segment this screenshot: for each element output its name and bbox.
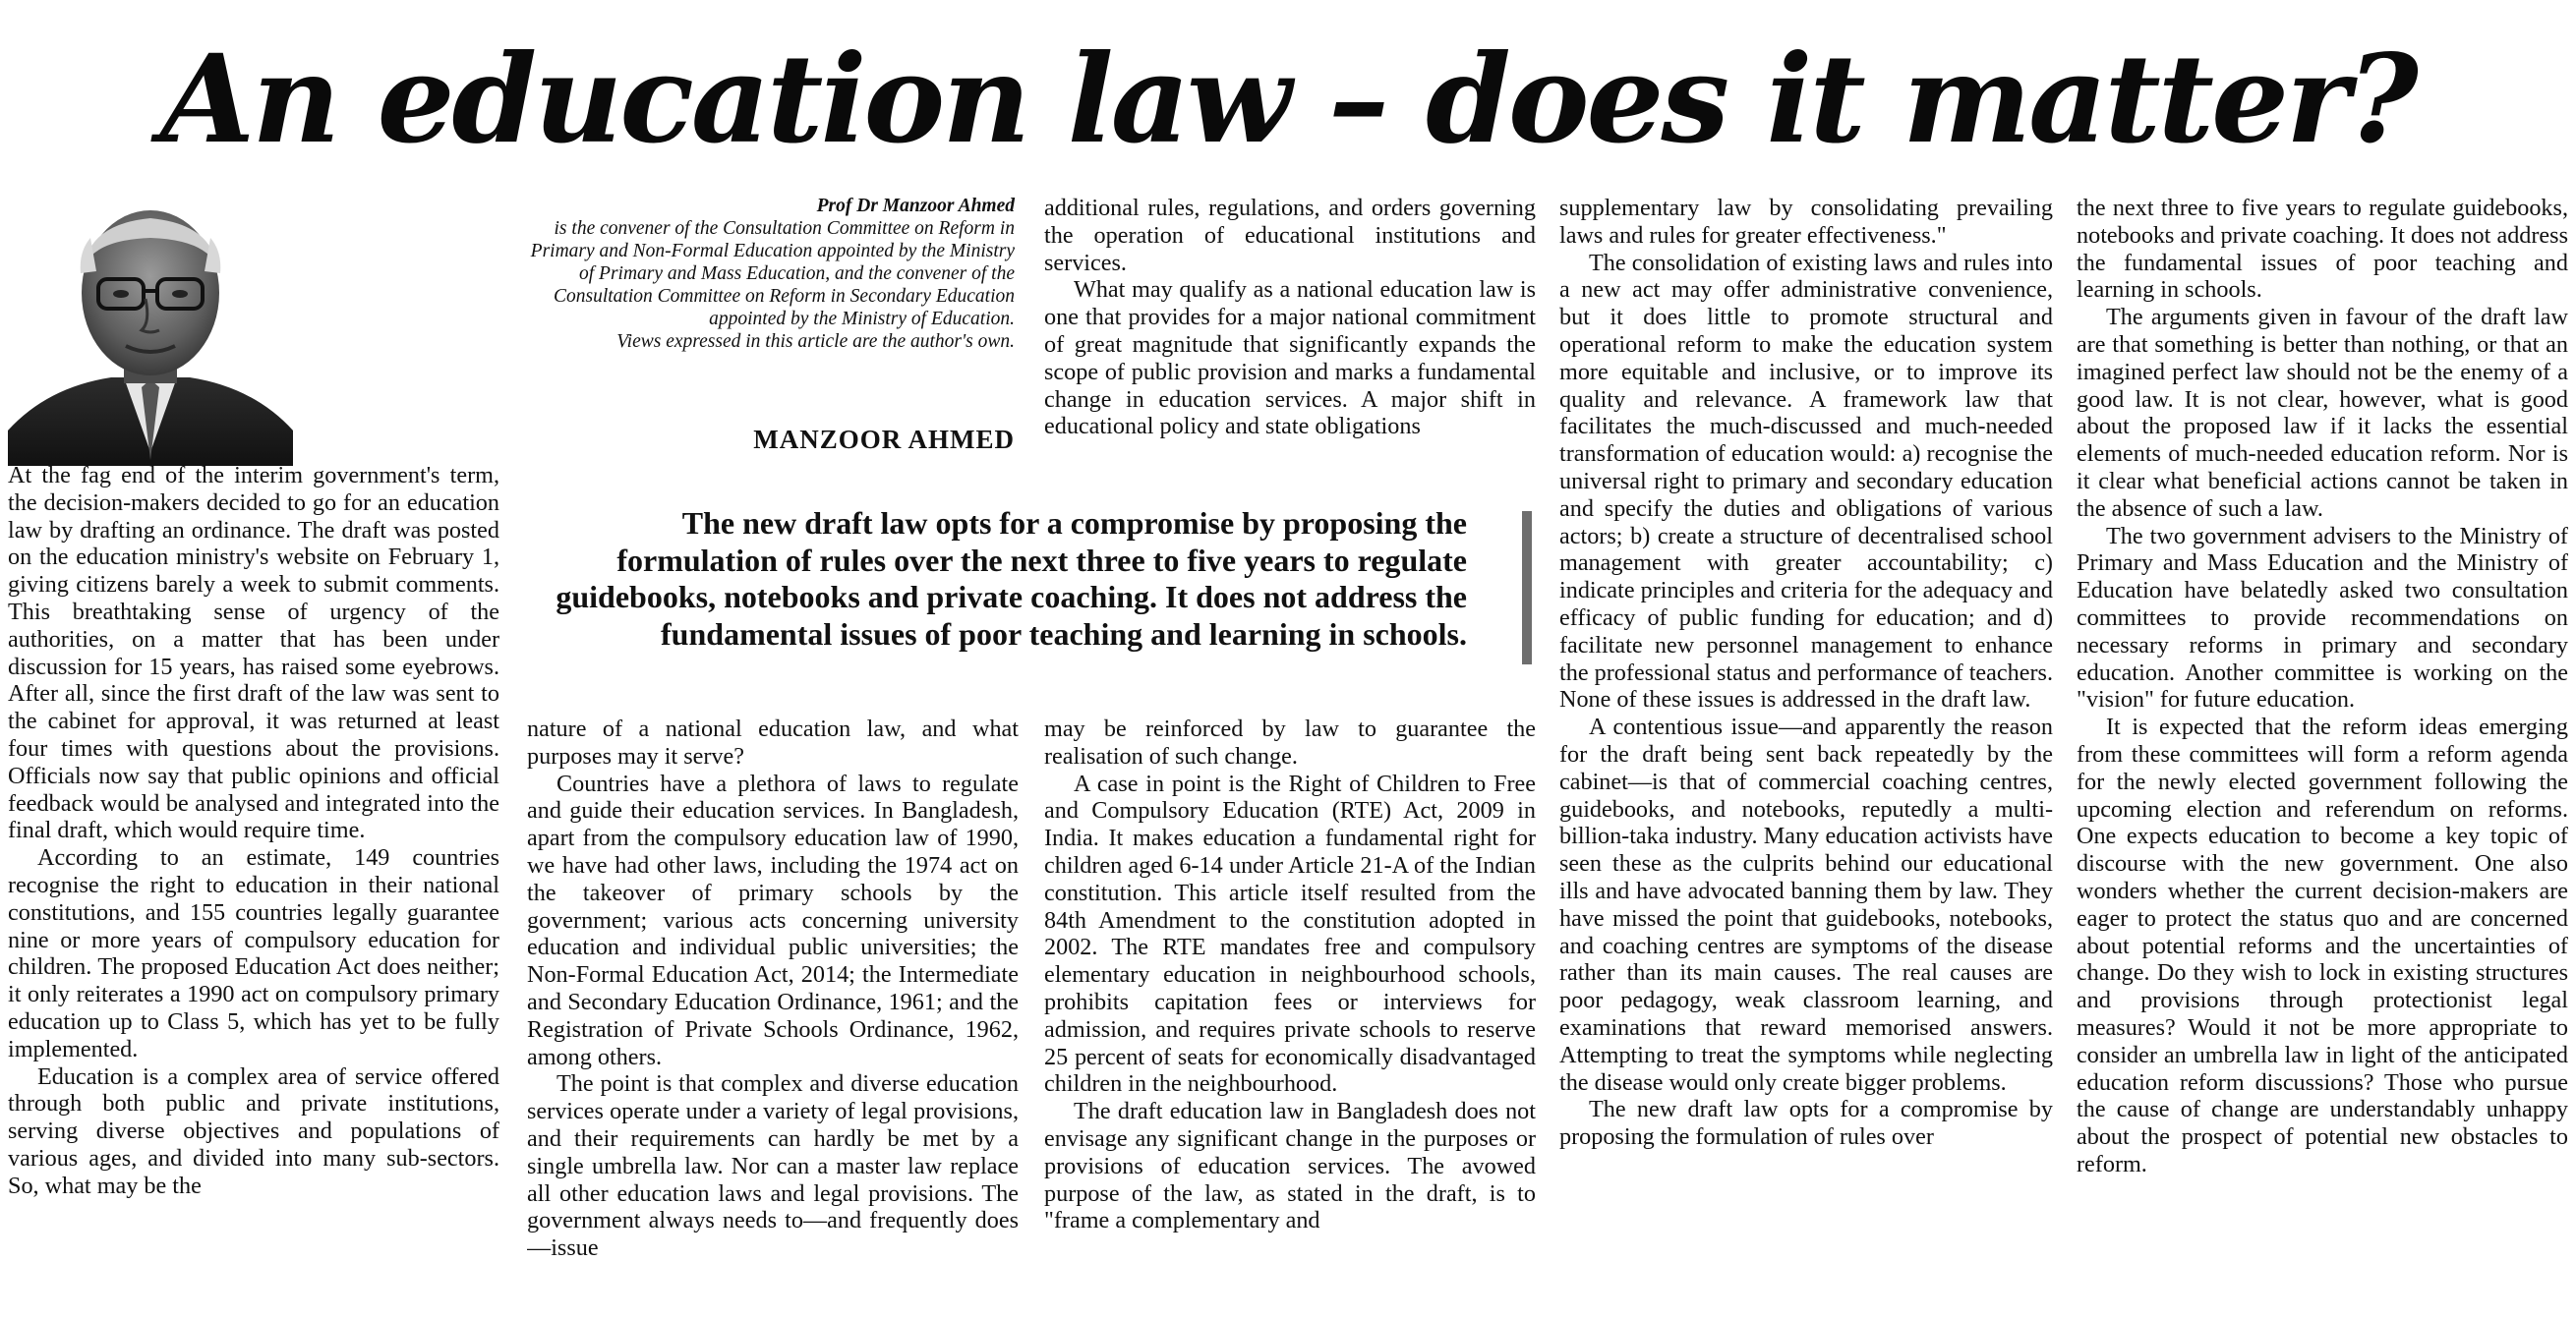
paragraph: A contentious issue—and apparently the reason for the draft being sent back repeatedly by the cabinet—is that of commercial coaching centres, guidebooks, and notebooks, reputedly a multi-billion-taka industry. Many education activists have seen these as the culprits behind our educational ills and have advocated banning them by law. They have missed the point that guidebooks, notebooks, and coaching centres are symptoms of the disease rather than its main causes. The real causes are poor pedagogy, weak classroom learning, and examinations that reward memorised answers. Attempting to treat the symptoms while neglecting the disease would only create bigger problems. xyxy=(1559,714,2053,1096)
column-4 xyxy=(1559,195,2053,1319)
author-name: Prof Dr Manzoor Ahmed xyxy=(816,196,1015,216)
paragraph: The two government advisers to the Ministry of Primary and Mass Education and the Ministry of Education have belatedly asked two consultation committees to provide recommendations on necessary reforms in primary and secondary education. Another committee is working on the "vision" for future education. xyxy=(2077,522,2568,714)
paragraph: may be reinforced by law to guarantee the realisation of such change. xyxy=(1044,716,1536,770)
author-bio xyxy=(511,195,1015,353)
paragraph: It is expected that the reform ideas emerging from these committees will form a reform agenda for the newly elected government following the upcoming election and referendum on reforms. One expects education to become a key topic of discourse with the new government. One also wonders whether the current decision-makers are eager to protect the status quo and are concerned about potential reforms and the uncertainties of change. Do they wish to lock in existing structures and provisions through protectionist legal measures? Would it not be more appropriate to consider an umbrella law in light of the anticipated education reform discussions? Those who pursue the cause of change are understandably unhappy about the prospect of potential new obstacles to reform. xyxy=(2077,714,2568,1177)
column-2-top xyxy=(1044,195,1536,462)
paragraph: additional rules, regulations, and orders governing the operation of educational institutions and services. xyxy=(1044,195,1536,276)
column-3-bottom xyxy=(1044,716,1536,1319)
author-photo xyxy=(8,195,293,466)
paragraph: What may qualify as a national education law is one that provides for a major national commitment of great magnitude that significantly expands the scope of public provision and marks a fundamental change in education services. A major shift in educational policy and state obligations xyxy=(1044,276,1536,440)
paragraph: The point is that complex and diverse education services operate under a variety of legal provisions, and their requirements can hardly be met by a single umbrella law. Nor can a master law replace all other education laws and legal provisions. The government always needs to—and frequently does—issue xyxy=(527,1070,1019,1262)
paragraph: nature of a national education law, and what purposes may it serve? xyxy=(527,716,1019,770)
paragraph: At the fag end of the interim government's term, the decision-makers decided to go for an education law by drafting an ordinance. The draft was posted on the education ministry's website on February 1, giving citizens barely a week to submit comments. This breathtaking sense of urgency of the authorities, on a matter that has been under discussion for 15 years, has raised some eyebrows. After all, since the first draft of the law was sent to the cabinet for approval, it was returned at least four times with questions about the provisions. Officials now say that public opinions and official feedback would be analysed and integrated into the final draft, which would require time. xyxy=(8,462,499,844)
paragraph: The draft education law in Bangladesh does not envisage any significant change in the purposes or provisions of education services. The avowed purpose of the law, as stated in the draft, is to "frame a complementary and xyxy=(1044,1098,1536,1234)
paragraph: supplementary law by consolidating prevailing laws and rules for greater effectiveness." xyxy=(1559,195,2053,249)
paragraph: According to an estimate, 149 countries recognise the right to education in their national constitutions, and 155 countries legally guarantee nine or more years of compulsory education for children. The proposed Education Act does neither; it only reiterates a 1990 act on compulsory primary education up to Class 5, which has yet to be fully implemented. xyxy=(8,844,499,1062)
paragraph: The new draft law opts for a compromise by proposing the formulation of rules over xyxy=(1559,1096,2053,1151)
column-5 xyxy=(2077,195,2568,1319)
paragraph: the next three to five years to regulate guidebooks, notebooks and private coaching. It does not address the fundamental issues of poor teaching and learning in schools. xyxy=(2077,195,2568,304)
paragraph: The consolidation of existing laws and rules into a new act may offer administrative convenience, but it does little to promote structural and operational reform to make the education system more equitable and inclusive, or to improve its quality and relevance. A framework law that facilitates the much-discussed and much-needed transformation of education would: a) recognise the universal right to primary and secondary education and specify the duties and obligations of various actors; b) create a structure of decentralised school management with greater accountability; c) indicate principles and criteria for the adequacy and efficacy of public funding for education; and d) facilitate new personnel management to enhance the professional status and performance of teachers. None of these issues is addressed in the draft law. xyxy=(1559,249,2053,714)
headline: An education law – does it matter? xyxy=(160,29,2416,171)
paragraph: The arguments given in favour of the draft law are that something is better than nothing, or that an imagined perfect law should not be the enemy of a good law. It is not clear, however, what is good about the proposed law if it lacks the essential elements of much-needed education reform. Nor is it clear what beneficial actions cannot be taken in the absence of such a law. xyxy=(2077,304,2568,522)
pull-quote: The new draft law opts for a compromise by proposing the formulation of rules over the next three to five years to regulate guidebooks, notebooks and private coaching. It does not address the fundamental issues of poor teaching and learning in schools. xyxy=(556,505,1467,652)
paragraph: A case in point is the Right of Children to Free and Compulsory Education (RTE) Act, 2009 in India. It makes education a fundamental right for children aged 6-14 under Article 21-A of the Indian constitution. This article itself resulted from the 84th Amendment to the constitution adopted in 2002. The RTE mandates free and compulsory elementary education in neighbourhood schools, prohibits capitation fees or interviews for admission, and requires private schools to reserve 25 percent of seats for economically disadvantaged children in the neighbourhood. xyxy=(1044,770,1536,1098)
author-disclaimer: Views expressed in this article are the author's own. xyxy=(616,331,1015,352)
paragraph: Countries have a plethora of laws to regulate and guide their education services. In Bangladesh, apart from the compulsory education law of 1990, we have had other laws, including the 1974 act on the takeover of primary schools by the government; various acts concerning university education and individual public universities; the Non-Formal Education Act, 2014; the Intermediate and Secondary Education Ordinance, 1961; and the Registration of Private Schools Ordinance, 1962, among others. xyxy=(527,770,1019,1070)
byline: MANZOOR AHMED xyxy=(753,425,1015,454)
pull-quote-bar xyxy=(1522,511,1532,664)
paragraph: Education is a complex area of service offered through both public and private institutions, serving diverse objectives and populations of various ages, and divided into many sub-sectors. So, what may be the xyxy=(8,1062,499,1199)
column-1 xyxy=(8,462,499,1319)
column-2-bottom xyxy=(527,716,1019,1319)
author-bio-text: is the convener of the Consultation Committee on Reform in Primary and Non-Formal Education appointed by the Ministry of Primary and Mass Education, and the convener of the Consultation Committee on Reform in Secondary Education appointed by the Ministry of Education. xyxy=(530,218,1015,329)
